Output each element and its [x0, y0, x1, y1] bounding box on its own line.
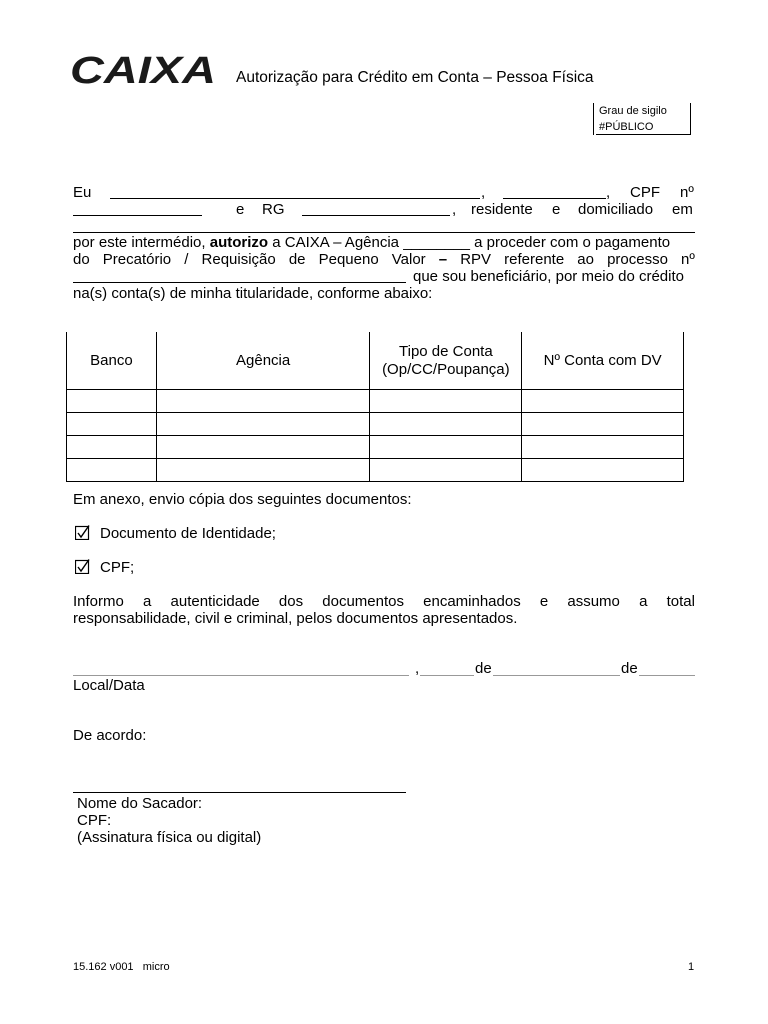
authorization-bold: autorizo [209, 234, 269, 251]
sigilo-box [593, 103, 691, 135]
year-field-line[interactable] [639, 675, 695, 676]
comma: , [415, 660, 420, 677]
month-field-line[interactable] [493, 675, 620, 676]
sacador-cpf-label: CPF: [77, 812, 112, 829]
informo-line [73, 593, 695, 610]
assinatura-label: (Assinatura física ou digital) [77, 829, 262, 846]
header-tipo-conta [370, 332, 522, 390]
cpf-field-line[interactable] [73, 215, 202, 216]
table-cell[interactable] [67, 459, 157, 482]
header-agencia: Agência [156, 332, 370, 390]
processo-field-line[interactable] [73, 282, 406, 283]
word: documentos [322, 593, 404, 610]
address-field-line[interactable] [73, 232, 695, 233]
table-cell[interactable] [67, 390, 157, 413]
word: ao [577, 251, 594, 268]
table-cell[interactable] [156, 390, 370, 413]
nationality-field-line[interactable] [503, 198, 606, 199]
nome-sacador-label: Nome do Sacador: [77, 795, 203, 812]
residente-word: residente [471, 201, 533, 218]
table-cell[interactable] [522, 413, 684, 436]
name-field-line[interactable] [110, 198, 480, 199]
table-cell[interactable] [370, 436, 522, 459]
word: de [288, 251, 306, 268]
table-cell[interactable] [522, 436, 684, 459]
e-word: e [236, 201, 245, 218]
word: processo [607, 251, 668, 268]
word: a [143, 593, 152, 610]
comma: , [452, 201, 457, 218]
svg-text:CAIXA: CAIXA [70, 52, 216, 85]
word: – [438, 251, 448, 268]
day-field-line[interactable] [420, 675, 474, 676]
authorization-end: a proceder com o pagamento [474, 234, 671, 251]
numero-label: nº [680, 184, 694, 201]
authorization-pre: por este intermédio, [73, 234, 206, 251]
word: / [184, 251, 189, 268]
form-code: 15.162 v001 micro [73, 961, 170, 973]
word: Precatório [102, 251, 172, 268]
rg-label: RG [262, 201, 285, 218]
table-cell[interactable] [370, 413, 522, 436]
local-data-label: Local/Data [73, 677, 145, 694]
header-tipo-line1: Tipo de Conta [399, 342, 493, 360]
word: Valor [391, 251, 426, 268]
domiciliado-word: domiciliado [578, 201, 654, 218]
checkbox-checked-icon[interactable] [75, 525, 90, 540]
table-cell[interactable] [522, 390, 684, 413]
word: dos [278, 593, 304, 610]
comma: , [481, 184, 486, 201]
word: assumo [567, 593, 620, 610]
word: RPV [460, 251, 492, 268]
table-row [67, 413, 684, 436]
authorization-post: a CAIXA – Agência [272, 234, 400, 251]
sigilo-label: Grau de sigilo [599, 105, 667, 117]
word: Pequeno [318, 251, 379, 268]
header-banco: Banco [67, 332, 157, 390]
em-word: em [672, 201, 693, 218]
header-tipo-line2: (Op/CC/Poupança) [382, 360, 510, 378]
table-header-row [67, 332, 684, 390]
rg-field-line[interactable] [302, 215, 450, 216]
responsabilidade-text: responsabilidade, civil e criminal, pelos documentos apresentados. [73, 610, 518, 627]
precatorio-line [73, 251, 695, 268]
table-cell[interactable] [370, 459, 522, 482]
cpf-label: CPF [630, 184, 660, 201]
table-row [67, 390, 684, 413]
comma: , [606, 184, 611, 201]
table-cell[interactable] [522, 459, 684, 482]
word: nº [681, 251, 695, 268]
beneficiario-text: que sou beneficiário, por meio do crédito [413, 268, 684, 285]
word: total [666, 593, 695, 610]
accounts-table [66, 332, 684, 482]
word: autenticidade [170, 593, 260, 610]
checkbox-checked-icon[interactable] [75, 559, 90, 574]
de-word: de [475, 660, 492, 677]
table-row [67, 436, 684, 459]
document-title: Autorização para Crédito em Conta – Pessoa Física [236, 69, 594, 86]
conta-intro-text: na(s) conta(s) de minha titularidade, conforme abaixo: [73, 285, 433, 302]
documento-identidade-label: Documento de Identidade; [100, 525, 276, 542]
eu-label: Eu [73, 184, 92, 201]
word: encaminhados [423, 593, 521, 610]
word: do [73, 251, 90, 268]
table-cell[interactable] [156, 413, 370, 436]
table-cell[interactable] [156, 459, 370, 482]
page-number: 1 [688, 961, 695, 973]
table-cell[interactable] [67, 413, 157, 436]
header-numero-conta: Nº Conta com DV [522, 332, 684, 390]
agencia-blank[interactable]: ________ [403, 234, 470, 251]
authorization-line [73, 234, 670, 251]
table-cell[interactable] [156, 436, 370, 459]
word: referente [504, 251, 565, 268]
table-cell[interactable] [67, 436, 157, 459]
de-word: de [621, 660, 638, 677]
de-acordo-label: De acordo: [73, 727, 147, 744]
word: Requisição [201, 251, 276, 268]
anexo-intro: Em anexo, envio cópia dos seguintes documentos: [73, 491, 412, 508]
e-word: e [552, 201, 561, 218]
cpf-document-label: CPF; [100, 559, 135, 576]
caixa-logo [70, 52, 216, 85]
signature-line[interactable] [73, 792, 406, 793]
word: Informo [73, 593, 124, 610]
word: e [539, 593, 549, 610]
sigilo-value: #PÚBLICO [599, 121, 654, 133]
table-row [67, 459, 684, 482]
word: a [639, 593, 648, 610]
table-cell[interactable] [370, 390, 522, 413]
local-field-line[interactable] [73, 675, 409, 676]
